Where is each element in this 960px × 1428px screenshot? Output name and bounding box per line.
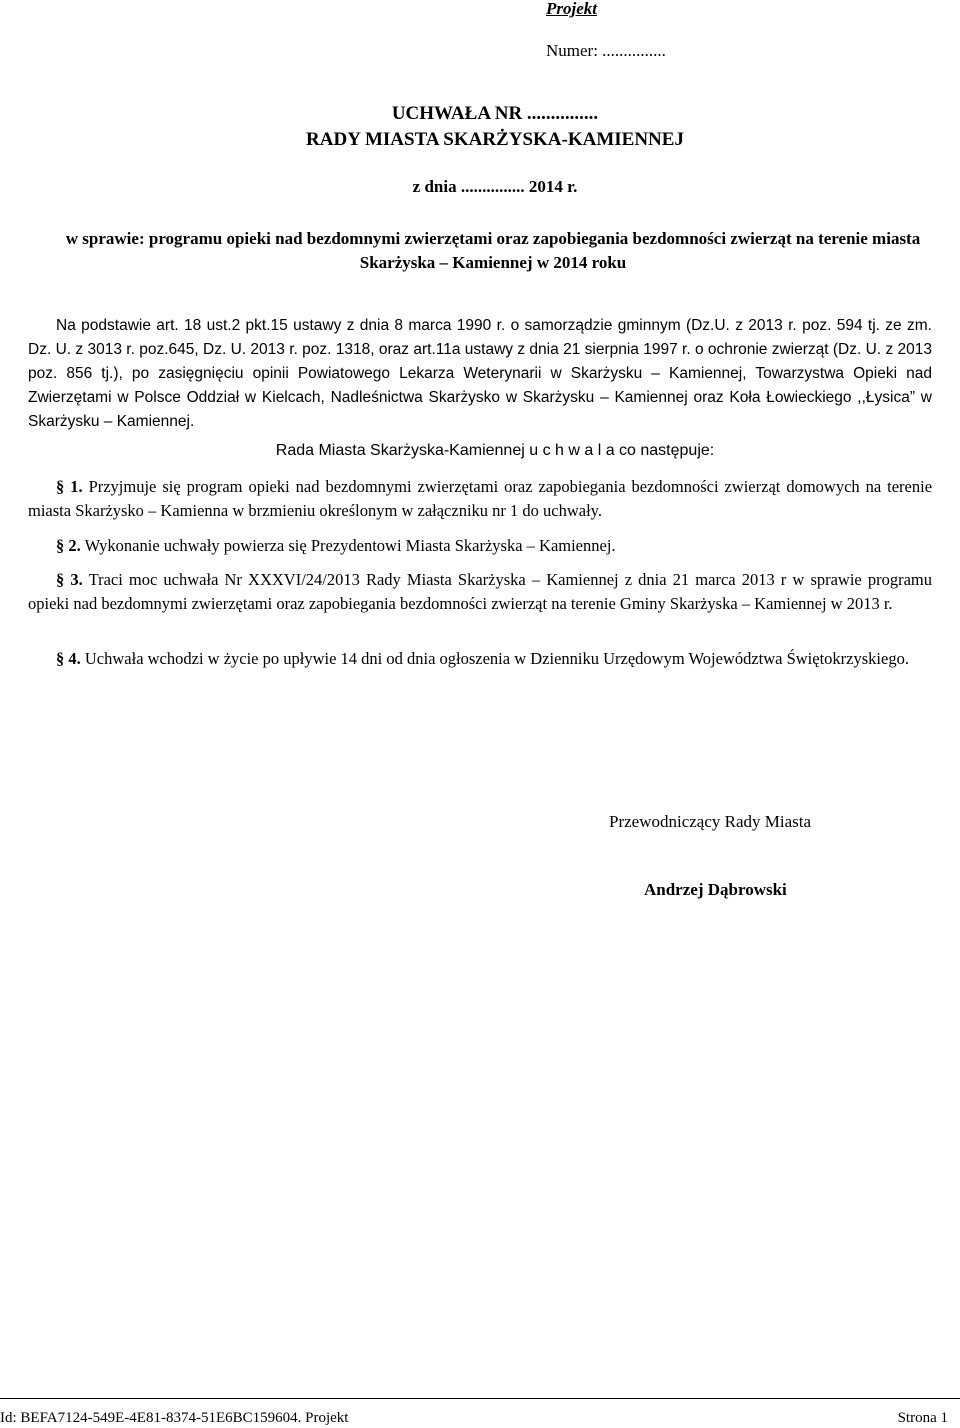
section-number: § 2. xyxy=(56,536,81,555)
section-text: Traci moc uchwała Nr XXXVI/24/2013 Rady Miasta Skarżyska – Kamiennej z dnia 21 marca 2013 r w sprawie programu opieki nad bezdomnymi zwierzętami oraz zapobiegania bezdomności zwierząt na terenie Gminy Skarżyska – Kamiennej w 2013 r. xyxy=(28,570,933,613)
section-4 xyxy=(28,647,932,671)
signatory-role: Przewodniczący Rady Miasta xyxy=(609,812,812,831)
legal-basis-paragraph: Na podstawie art. 18 ust.2 pkt.15 ustawy z dnia 8 marca 1990 r. o samorządzie gminnym (Dz.U. z 2013 r. poz. 594 tj. ze zm. Dz. U. z 3013 r. poz.645, Dz. U. 2013 r. poz. 1318, oraz art.11a ustawy z dnia 21 sierpnia 1997 r. o ochronie zwierząt (Dz. U. z 2013 poz. 856 tj.), po zasięgnięciu opinii Powiatowego Lekarza Weterynarii w Skarżysku – Kamiennej, Towarzystwa Opieki nad Zwierzętami w Polsce Oddział w Kielcach, Nadleśnictwa Skarżysko w Skarżysku – Kamiennej oraz Koła Łowieckiego ,,Łysica” w Skarżysku – Kamiennej. xyxy=(28,317,932,430)
draft-status-label: Projekt xyxy=(546,0,597,18)
section-2 xyxy=(28,534,932,558)
section-text: Przyjmuje się program opieki nad bezdomnymi zwierzętami oraz zapobiegania bezdomności zwierząt domowych na terenie miasta Skarżysko – Kamienna w brzmieniu określonym w załączniku nr 1 do uchwały. xyxy=(28,477,933,520)
footer-divider xyxy=(0,1398,960,1399)
section-number: § 3. xyxy=(56,570,83,589)
resolves-heading: Rada Miasta Skarżyska-Kamiennej u c h w a l a co następuje: xyxy=(275,442,715,459)
resolution-number-field: Numer: ............... xyxy=(546,41,666,60)
section-text: Uchwała wchodzi w życie po upływie 14 dni od dnia ogłoszenia w Dzienniku Urzędowym Województwa Świętokrzyskiego. xyxy=(84,649,909,668)
section-number: § 4. xyxy=(56,649,81,668)
section-1 xyxy=(28,475,932,523)
section-text: Wykonanie uchwały powierza się Prezydentowi Miasta Skarżyska – Kamiennej. xyxy=(84,536,616,555)
resolution-title: UCHWAŁA NR ............... xyxy=(391,103,599,124)
section-3 xyxy=(28,568,932,616)
document-id: Id: BEFA7124-549E-4E81-8374-51E6BC159604. Projekt xyxy=(0,1410,349,1426)
section-number: § 1. xyxy=(56,477,83,496)
page-number: Strona 1 xyxy=(897,1410,948,1426)
signatory-name: Andrzej Dąbrowski xyxy=(644,880,787,899)
council-name: RADY MIASTA SKARŻYSKA-KAMIENNEJ xyxy=(306,129,684,150)
resolution-date: z dnia ............... 2014 r. xyxy=(412,177,578,196)
resolution-subject: w sprawie: programu opieki nad bezdomnymi zwierzętami oraz zapobiegania bezdomności zwierząt na terenie miasta Skarżyska – Kamiennej w 2014 roku xyxy=(65,229,921,272)
